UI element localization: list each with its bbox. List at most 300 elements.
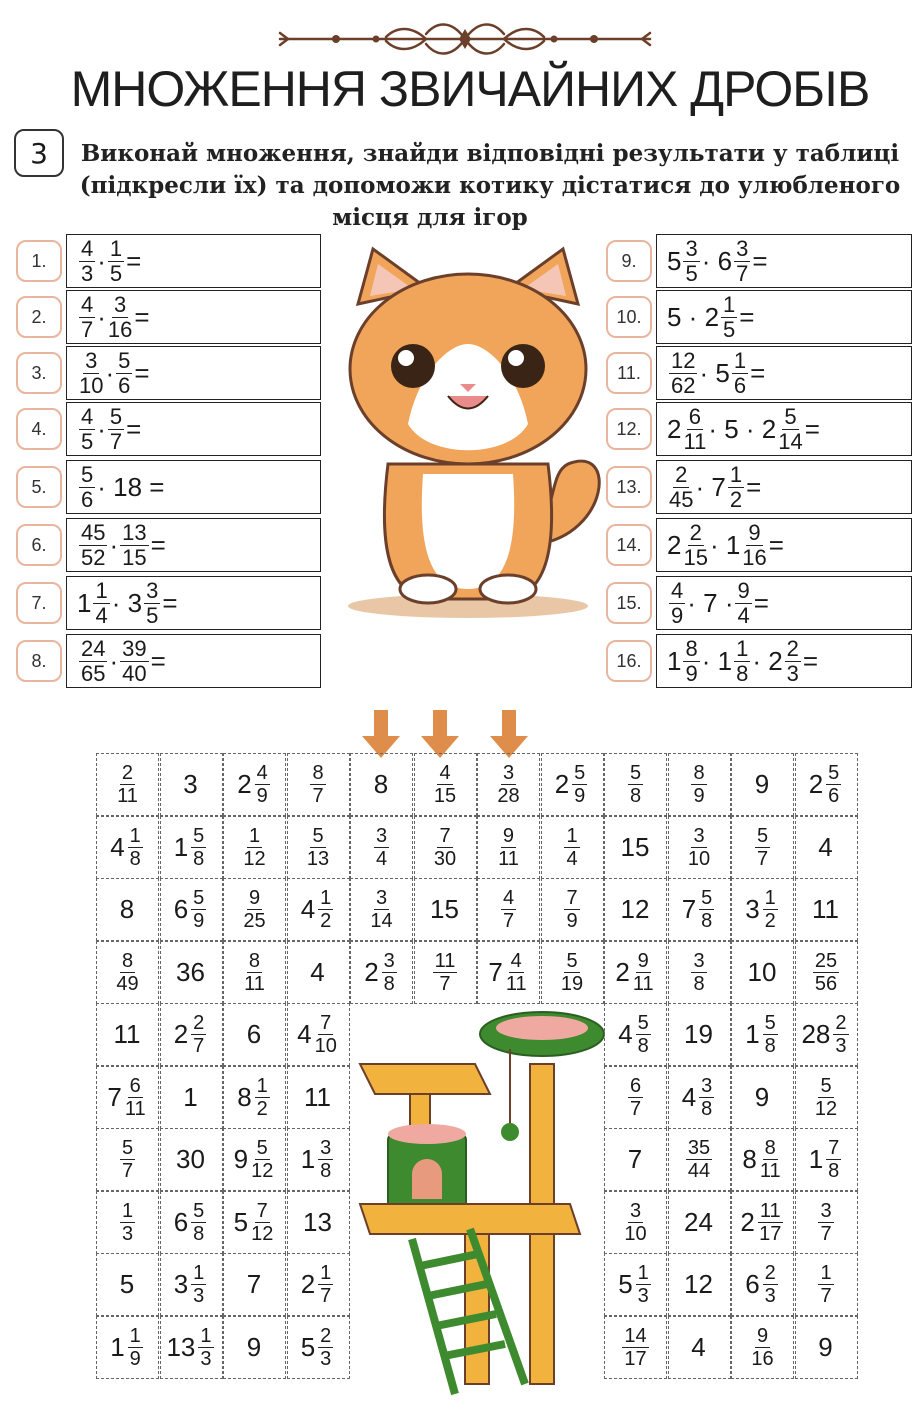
- numerator: 4: [502, 887, 515, 909]
- fraction: [683, 403, 707, 454]
- grid-cell[interactable]: [96, 1191, 159, 1254]
- numerator: 3: [320, 1137, 332, 1159]
- grid-cell[interactable]: [477, 816, 540, 879]
- whole-part: 24: [684, 1206, 713, 1237]
- fraction: [735, 577, 751, 628]
- exercise-expression[interactable]: [656, 402, 912, 456]
- exercise-expression[interactable]: [66, 576, 321, 630]
- grid-cell[interactable]: [287, 753, 350, 816]
- fraction: [382, 951, 397, 994]
- exercise-number: 4.: [16, 408, 62, 450]
- whole-part: 9: [233, 1144, 249, 1174]
- grid-cell[interactable]: [731, 1316, 794, 1379]
- numerator: 7: [439, 824, 451, 847]
- numerator: 2: [675, 461, 688, 487]
- grid-cell[interactable]: [604, 1066, 667, 1129]
- grid-cell[interactable]: [350, 878, 413, 941]
- grid-cell[interactable]: [160, 1066, 223, 1129]
- grid-cell[interactable]: [795, 941, 858, 1004]
- denominator: 3: [764, 1285, 776, 1307]
- numerator: 2: [764, 1262, 776, 1284]
- grid-cell[interactable]: [350, 941, 413, 1004]
- grid-cell[interactable]: [668, 1003, 731, 1066]
- grid-cell[interactable]: [287, 1128, 350, 1191]
- grid-cell[interactable]: [160, 816, 223, 879]
- fraction: [669, 577, 685, 628]
- fraction: [758, 1201, 783, 1244]
- numerator: 3: [701, 1074, 713, 1097]
- grid-cell[interactable]: [223, 816, 286, 879]
- exercise-expression[interactable]: [66, 518, 321, 572]
- numerator: 3: [375, 887, 388, 909]
- denominator: 8: [736, 660, 749, 686]
- grid-cell[interactable]: [477, 941, 540, 1004]
- fraction: [116, 347, 132, 398]
- numerator: 6: [688, 403, 702, 429]
- denominator: 7: [320, 1285, 332, 1307]
- whole-part: 2: [615, 956, 630, 987]
- grid-cell[interactable]: [287, 816, 350, 879]
- grid-cell[interactable]: [604, 816, 667, 879]
- grid-cell[interactable]: [350, 816, 413, 879]
- grid-cell[interactable]: [541, 878, 604, 941]
- grid-cell[interactable]: [287, 878, 350, 941]
- denominator: 10: [79, 372, 104, 398]
- exercise-expression[interactable]: [66, 402, 321, 456]
- exercise-expression[interactable]: [66, 290, 321, 344]
- denominator: 15: [433, 785, 457, 807]
- grid-cell[interactable]: [795, 1253, 858, 1316]
- numerator: 5: [256, 1137, 268, 1159]
- denominator: 11: [117, 785, 138, 807]
- fraction: [318, 1138, 333, 1181]
- grid-cell[interactable]: [731, 753, 794, 816]
- denominator: 11: [505, 972, 527, 995]
- grid-cell[interactable]: [223, 1316, 286, 1379]
- denominator: 7: [629, 1097, 642, 1120]
- grid-cell[interactable]: [414, 878, 477, 941]
- grid-cell[interactable]: [604, 1316, 667, 1379]
- exercise-expression[interactable]: [656, 518, 912, 572]
- grid-cell[interactable]: [668, 1316, 731, 1379]
- grid-cell[interactable]: [96, 1316, 159, 1379]
- fraction: [107, 291, 133, 342]
- numerator: 1: [320, 887, 332, 909]
- denominator: 49: [116, 972, 139, 995]
- grid-cell[interactable]: [795, 1191, 858, 1254]
- whole-part: 13: [166, 1331, 196, 1362]
- expression-text: 1: [77, 587, 92, 618]
- whole-part: 4: [618, 1019, 633, 1049]
- numerator: 1: [200, 1324, 212, 1347]
- grid-cell[interactable]: [223, 941, 286, 1004]
- exercise-expression[interactable]: [66, 460, 321, 514]
- grid-cell[interactable]: [731, 1066, 794, 1129]
- expression-text: ·: [97, 413, 106, 444]
- numerator: 3: [736, 235, 749, 261]
- denominator: 2: [729, 486, 743, 512]
- grid-cell[interactable]: [96, 941, 159, 1004]
- whole-part: 2: [740, 1206, 755, 1237]
- denominator: 28: [497, 785, 520, 807]
- grid-cell[interactable]: [96, 753, 159, 816]
- grid-cell[interactable]: [96, 1253, 159, 1316]
- fraction: [433, 951, 458, 994]
- grid-cell[interactable]: [731, 1003, 794, 1066]
- grid-cell[interactable]: [604, 1191, 667, 1254]
- numerator: 1: [637, 1262, 649, 1284]
- fraction: [732, 347, 748, 398]
- denominator: 7: [81, 316, 94, 342]
- fraction: [120, 519, 148, 570]
- numerator: 4: [81, 291, 94, 317]
- grid-cell[interactable]: [414, 816, 477, 879]
- fraction: [251, 1138, 273, 1181]
- grid-cell[interactable]: [604, 753, 667, 816]
- grid-cell[interactable]: [160, 1316, 223, 1379]
- numerator: 5: [312, 824, 324, 847]
- fraction: [120, 1201, 135, 1244]
- whole-part: 3: [183, 769, 198, 799]
- denominator: 45: [669, 486, 694, 512]
- grid-cell[interactable]: [477, 753, 540, 816]
- numerator: 39: [122, 635, 147, 661]
- grid-cell[interactable]: [795, 753, 858, 816]
- grid-cell[interactable]: [668, 753, 731, 816]
- denominator: 5: [146, 602, 159, 628]
- grid-cell[interactable]: [96, 878, 159, 941]
- grid-cell[interactable]: [223, 1253, 286, 1316]
- expression-text: · 1: [709, 529, 741, 560]
- whole-part: 9: [754, 1081, 770, 1112]
- numerator: 5: [764, 1012, 776, 1034]
- fraction: [564, 826, 579, 869]
- denominator: 7: [502, 910, 515, 932]
- numerator: 5: [566, 949, 578, 972]
- numerator: 8: [693, 762, 705, 784]
- numerator: 1: [820, 1262, 832, 1284]
- fraction: [251, 1201, 273, 1244]
- grid-cell[interactable]: [668, 1128, 731, 1191]
- whole-part: 6: [173, 894, 189, 924]
- exercise-number: 12.: [606, 408, 652, 450]
- exercise-expression[interactable]: [656, 346, 912, 400]
- denominator: 44: [687, 1160, 711, 1182]
- grid-cell[interactable]: [668, 1066, 731, 1129]
- whole-part: 9: [246, 1331, 262, 1362]
- denominator: 7: [312, 785, 324, 807]
- whole-part: 7: [488, 956, 503, 987]
- whole-part: 8: [237, 1081, 252, 1112]
- grid-cell[interactable]: [160, 753, 223, 816]
- grid-cell[interactable]: [541, 816, 604, 879]
- exercise-number: 11.: [606, 352, 652, 394]
- title-ornament: [276, 14, 654, 64]
- grid-cell[interactable]: [795, 1066, 858, 1129]
- whole-part: 2: [237, 769, 252, 799]
- denominator: 7: [820, 1285, 832, 1307]
- numerator: 9: [502, 824, 515, 847]
- numerator: 7: [566, 887, 578, 909]
- numerator: 4: [439, 762, 451, 784]
- expression-text: · 18 =: [97, 471, 165, 502]
- exercise-expression[interactable]: [66, 634, 321, 688]
- numerator: 5: [629, 762, 642, 784]
- fraction: [191, 888, 206, 931]
- grid-cell[interactable]: [604, 941, 667, 1004]
- grid-cell[interactable]: [668, 1253, 731, 1316]
- numerator: 2: [786, 635, 799, 661]
- down-arrow-icon: [490, 710, 528, 758]
- denominator: 6: [733, 372, 747, 398]
- grid-cell[interactable]: [287, 1191, 350, 1254]
- denominator: 7: [736, 260, 749, 286]
- grid-cell[interactable]: [96, 1128, 159, 1191]
- fraction: [622, 1326, 648, 1369]
- exercise-expression[interactable]: [656, 576, 912, 630]
- grid-cell[interactable]: [96, 816, 159, 879]
- grid-cell[interactable]: [223, 1066, 286, 1129]
- exercise-expression[interactable]: [656, 290, 912, 344]
- numerator: 1: [320, 1262, 332, 1284]
- grid-cell[interactable]: [795, 1316, 858, 1379]
- fraction: [633, 951, 654, 994]
- grid-cell[interactable]: [160, 878, 223, 941]
- numerator: 24: [81, 635, 106, 661]
- exercise-expression[interactable]: [656, 234, 912, 288]
- whole-part: 1: [173, 831, 189, 862]
- numerator: 3: [375, 824, 388, 847]
- denominator: 12: [251, 1160, 274, 1182]
- denominator: 8: [693, 972, 705, 995]
- numerator: 3: [693, 824, 705, 847]
- grid-cell[interactable]: [287, 1253, 350, 1316]
- numerator: 5: [637, 1012, 649, 1034]
- denominator: 8: [629, 785, 642, 807]
- down-arrow-icon: [421, 710, 459, 758]
- grid-cell[interactable]: [160, 941, 223, 1004]
- denominator: 3: [200, 1347, 212, 1370]
- exercise-expression[interactable]: [66, 234, 321, 288]
- grid-cell[interactable]: [287, 941, 350, 1004]
- whole-part: 7: [681, 894, 697, 924]
- numerator: 9: [748, 519, 761, 545]
- numerator: 5: [193, 887, 205, 909]
- grid-cell[interactable]: [160, 1003, 223, 1066]
- grid-cell[interactable]: [668, 941, 731, 1004]
- grid-cell[interactable]: [223, 1003, 286, 1066]
- fraction: [734, 635, 750, 686]
- denominator: 10: [314, 1035, 337, 1057]
- grid-cell[interactable]: [541, 753, 604, 816]
- fraction: [763, 888, 778, 931]
- grid-cell[interactable]: [731, 1253, 794, 1316]
- numerator: 5: [81, 461, 94, 487]
- numerator: 3: [146, 577, 159, 603]
- expression-text: =: [752, 245, 768, 276]
- whole-part: 30: [176, 1144, 205, 1174]
- grid-cell[interactable]: [795, 878, 858, 941]
- whole-part: 19: [684, 1019, 713, 1049]
- whole-part: 2: [808, 769, 824, 799]
- grid-cell[interactable]: [604, 878, 667, 941]
- numerator: 2: [689, 519, 702, 545]
- denominator: 30: [433, 847, 457, 870]
- denominator: 9: [193, 910, 205, 932]
- exercise-number: 6.: [16, 524, 62, 566]
- grid-cell[interactable]: [604, 1253, 667, 1316]
- numerator: 7: [256, 1199, 268, 1222]
- numerator: 11: [759, 1199, 781, 1222]
- numerator: 9: [737, 577, 750, 603]
- grid-cell[interactable]: [414, 941, 477, 1004]
- grid-cell[interactable]: [96, 1003, 159, 1066]
- grid-cell[interactable]: [287, 1316, 350, 1379]
- task-number-badge: 3: [14, 129, 64, 177]
- fraction: [734, 235, 750, 286]
- grid-cell[interactable]: [160, 1253, 223, 1316]
- numerator: 1: [248, 824, 261, 847]
- grid-cell[interactable]: [223, 1191, 286, 1254]
- numerator: 7: [320, 1012, 332, 1034]
- denominator: 11: [244, 972, 265, 995]
- numerator: 5: [193, 824, 205, 847]
- exercise-number: 3.: [16, 352, 62, 394]
- grid-cell[interactable]: [668, 878, 731, 941]
- fraction: [79, 635, 107, 686]
- grid-cell[interactable]: [541, 941, 604, 1004]
- grid-cell[interactable]: [668, 1191, 731, 1254]
- numerator: 4: [81, 403, 94, 429]
- fraction: [318, 1263, 333, 1306]
- expression-text: ·: [109, 529, 119, 560]
- whole-part: 9: [818, 1331, 833, 1362]
- exercise-expression[interactable]: [656, 634, 912, 688]
- expression-text: =: [126, 245, 142, 276]
- grid-cell[interactable]: [96, 1066, 159, 1129]
- grid-cell[interactable]: [160, 1191, 223, 1254]
- numerator: 2: [193, 1012, 205, 1034]
- numerator: 11: [434, 949, 456, 972]
- whole-part: 2: [173, 1019, 189, 1049]
- expression-text: =: [150, 645, 166, 676]
- fraction: [318, 888, 333, 931]
- exercise-expression[interactable]: [656, 460, 912, 514]
- denominator: 8: [764, 1035, 776, 1057]
- fraction: [191, 1201, 206, 1244]
- denominator: 2: [256, 1097, 268, 1120]
- numerator: 6: [629, 1074, 642, 1097]
- fraction: [826, 1138, 841, 1181]
- whole-part: 8: [742, 1144, 757, 1174]
- numerator: 5: [756, 824, 769, 847]
- grid-cell[interactable]: [731, 816, 794, 879]
- numerator: 5: [701, 887, 713, 909]
- numerator: 1: [729, 461, 743, 487]
- grid-cell[interactable]: [795, 816, 858, 879]
- grid-cell[interactable]: [731, 878, 794, 941]
- denominator: 5: [723, 316, 736, 342]
- expression-text: · 7: [695, 471, 726, 502]
- denominator: 5: [685, 260, 698, 286]
- fraction: [688, 826, 710, 869]
- grid-cell[interactable]: [160, 1128, 223, 1191]
- exercise-number: 7.: [16, 582, 62, 624]
- numerator: 1: [129, 1324, 141, 1347]
- denominator: 65: [81, 660, 106, 686]
- numerator: 35: [687, 1137, 711, 1159]
- fraction: [307, 826, 329, 869]
- task-instructions: [70, 138, 910, 234]
- grid-cell[interactable]: [668, 816, 731, 879]
- expression-text: 5: [667, 245, 682, 276]
- expression-text: =: [746, 471, 762, 502]
- whole-part: 7: [627, 1144, 643, 1174]
- denominator: 7: [121, 1160, 134, 1182]
- exercise-expression[interactable]: [66, 346, 321, 400]
- grid-cell[interactable]: [604, 1003, 667, 1066]
- whole-part: 1: [808, 1144, 824, 1174]
- numerator: 1: [256, 1074, 268, 1097]
- numerator: 3: [820, 1199, 832, 1222]
- numerator: 1: [723, 291, 736, 317]
- fraction: [721, 291, 737, 342]
- fraction: [683, 235, 699, 286]
- fraction: [255, 1076, 270, 1119]
- fraction: [785, 635, 801, 686]
- grid-cell[interactable]: [350, 753, 413, 816]
- grid-cell[interactable]: [477, 878, 540, 941]
- grid-cell[interactable]: [287, 1066, 350, 1129]
- denominator: 11: [683, 428, 707, 454]
- grid-cell[interactable]: [223, 878, 286, 941]
- numerator: 3: [629, 1199, 642, 1222]
- whole-part: 9: [754, 769, 770, 799]
- denominator: 40: [122, 660, 147, 686]
- denominator: 10: [624, 1222, 647, 1245]
- grid-cell[interactable]: [223, 1128, 286, 1191]
- grid-cell[interactable]: [287, 1003, 350, 1066]
- expression-text: =: [134, 357, 150, 388]
- whole-part: 4: [110, 831, 125, 862]
- fraction: [561, 951, 583, 994]
- numerator: 1: [736, 635, 749, 661]
- grid-cell[interactable]: [731, 941, 794, 1004]
- denominator: 12: [814, 1097, 838, 1120]
- grid-cell[interactable]: [414, 753, 477, 816]
- numerator: 2: [320, 1324, 332, 1347]
- denominator: 7: [109, 428, 123, 454]
- grid-cell[interactable]: [795, 1128, 858, 1191]
- grid-cell[interactable]: [731, 1191, 794, 1254]
- fraction: [763, 1013, 778, 1056]
- grid-cell[interactable]: [795, 1003, 858, 1066]
- numerator: 1: [566, 824, 578, 847]
- whole-part: 8: [373, 769, 389, 799]
- expression-text: =: [162, 587, 178, 618]
- fraction: [497, 763, 519, 806]
- denominator: 3: [193, 1285, 205, 1307]
- fraction: [699, 1076, 714, 1119]
- numerator: 5: [828, 762, 840, 784]
- grid-cell[interactable]: [731, 1128, 794, 1191]
- expression-text: =: [753, 587, 769, 618]
- grid-cell[interactable]: [223, 753, 286, 816]
- grid-cell[interactable]: [604, 1128, 667, 1191]
- denominator: 17: [759, 1222, 782, 1245]
- exercise-number: 9.: [606, 240, 652, 282]
- whole-part: 4: [297, 1019, 312, 1049]
